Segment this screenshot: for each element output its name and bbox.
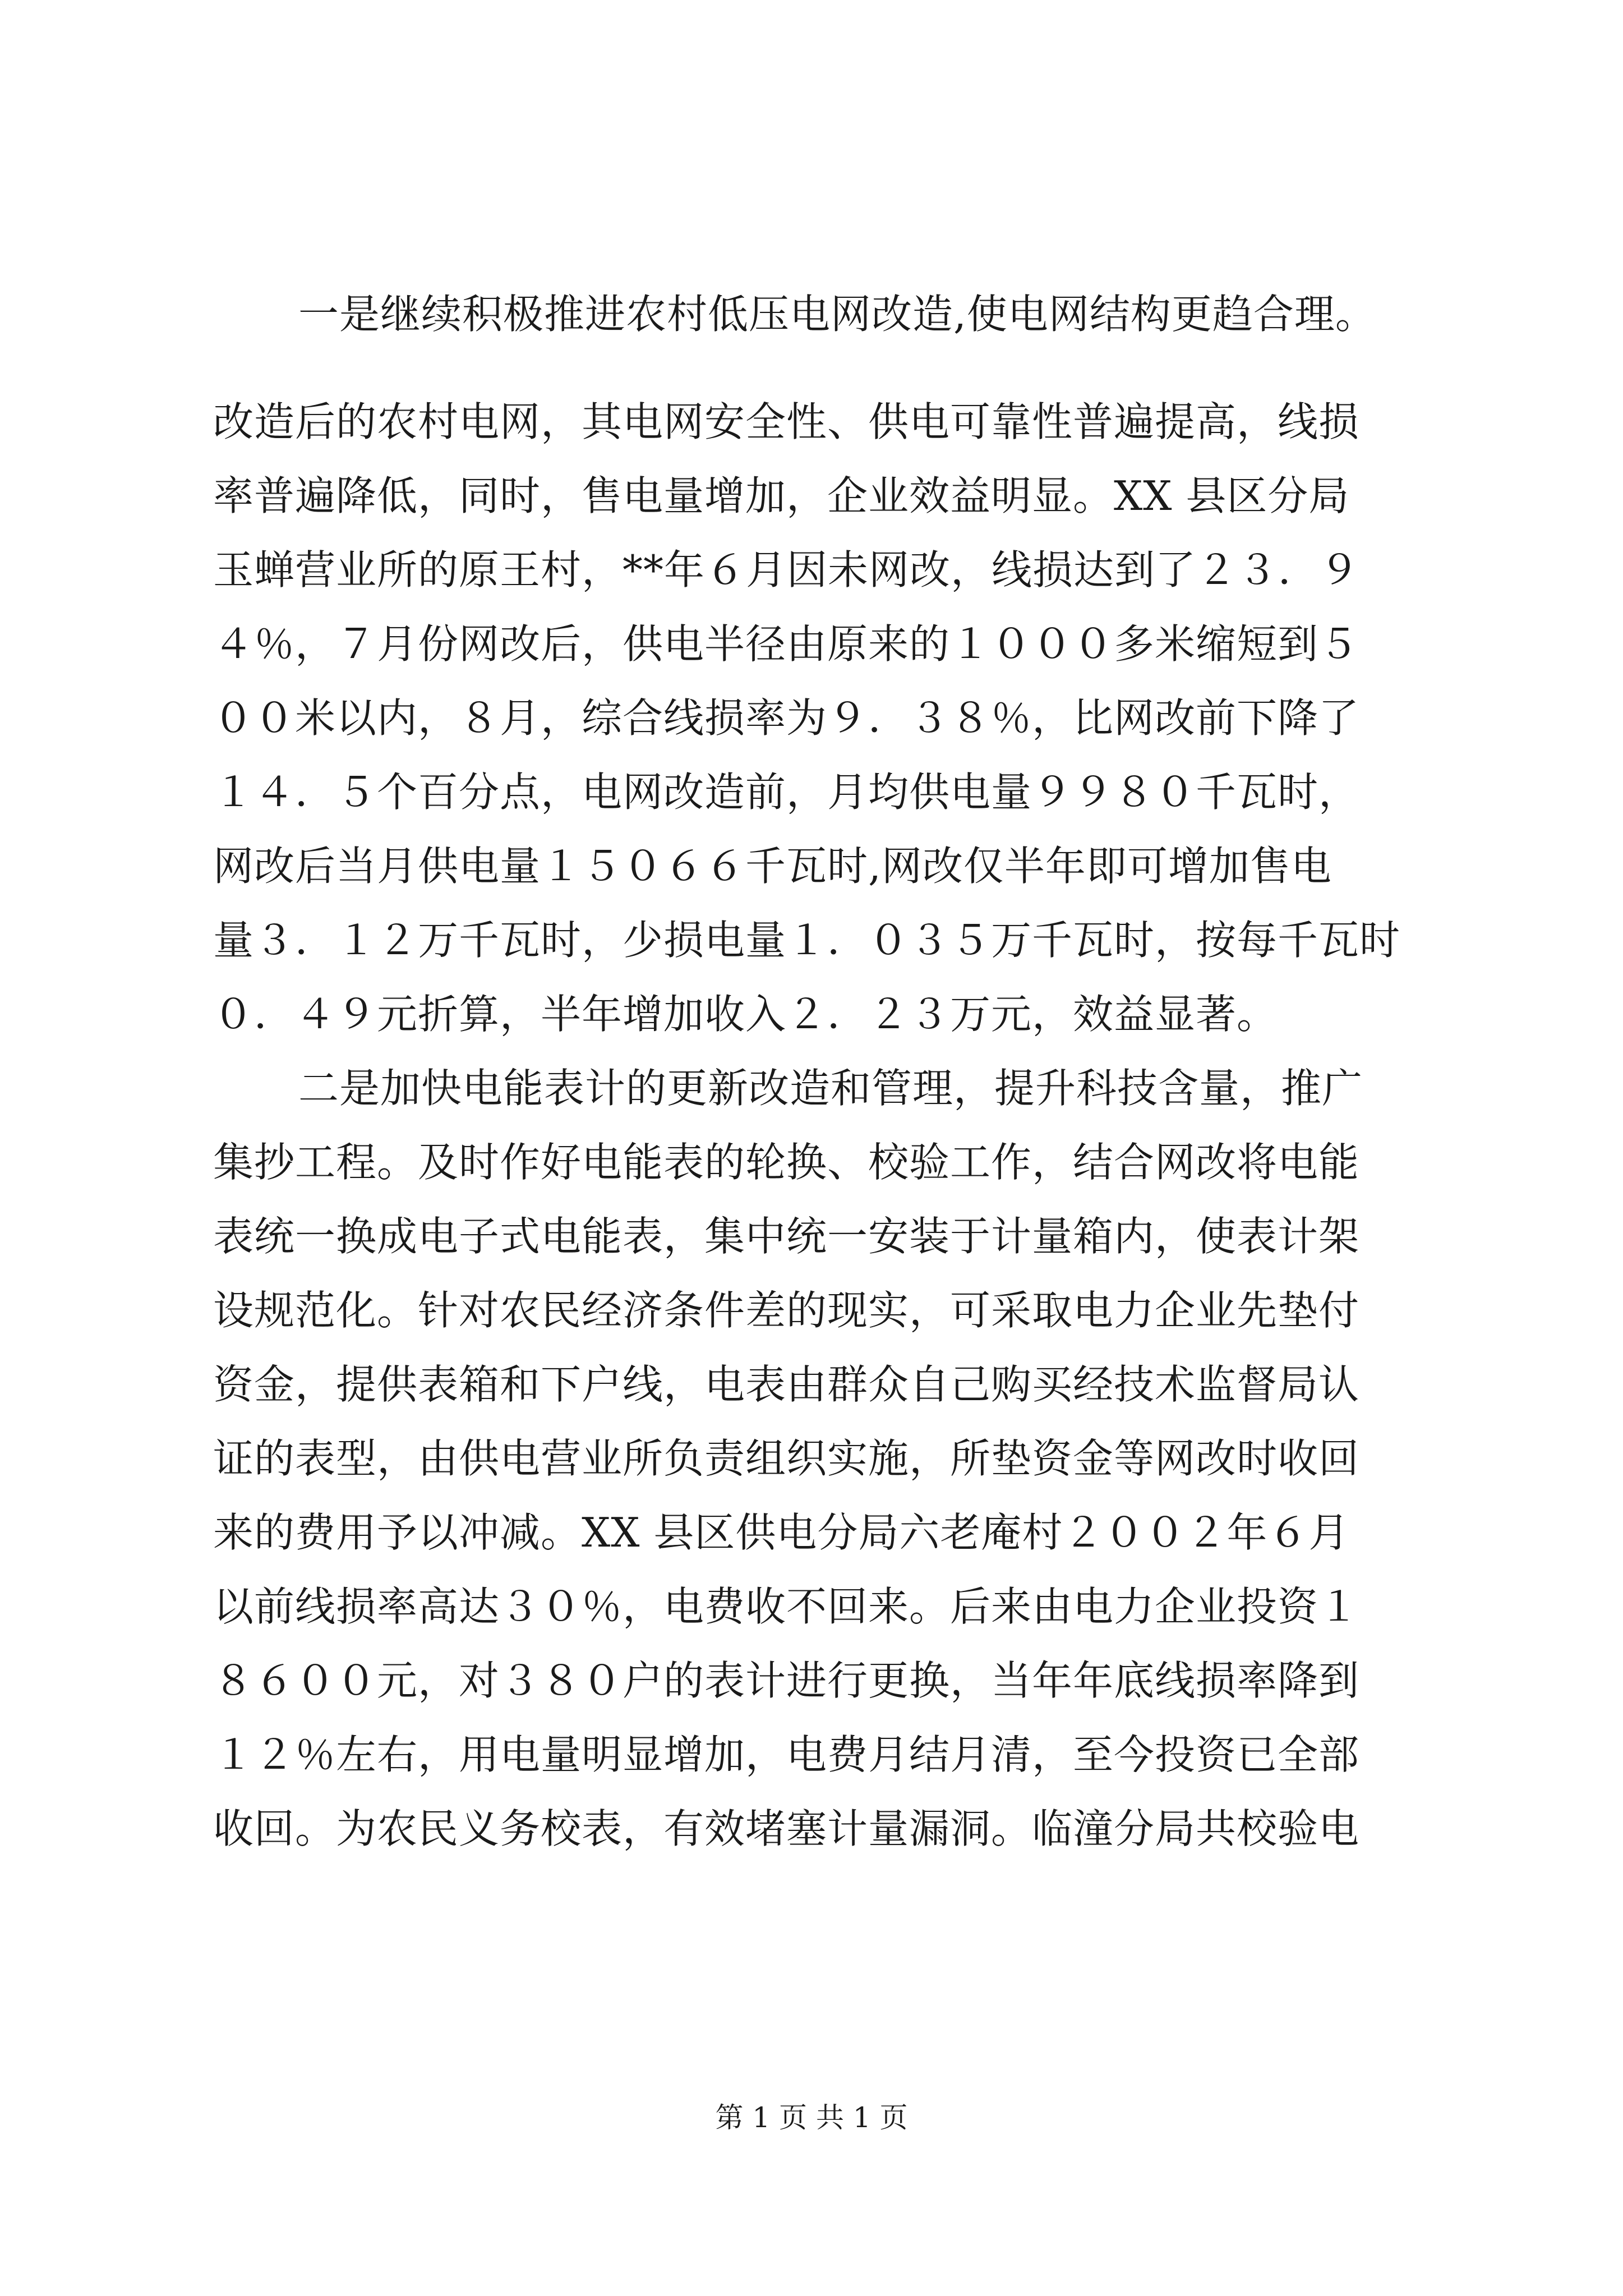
page-number-footer: 第 1 页 共 1 页 (715, 2101, 908, 2134)
paragraph-line: 资金，提供表箱和下户线，电表由群众自己购买经技术监督局认 (213, 1361, 1360, 1408)
paragraph-line: 率普遍降低，同时，售电量增加，企业效益明显。XX 县区分局 (213, 472, 1350, 519)
paragraph-line: 量３．１２万千瓦时，少损电量１．０３５万千瓦时，按每千瓦时 (213, 917, 1401, 964)
paragraph-line: 改造后的农村电网，其电网安全性、供电可靠性普遍提高，线损 (213, 398, 1360, 445)
paragraph-line: １４．５个百分点，电网改造前，月均供电量９９８０千瓦时， (213, 769, 1360, 816)
paragraph-line: ００米以内，８月，综合线损率为９．３８％，比网改前下降了 (213, 694, 1360, 742)
paragraph-line: 以前线损率高达３０％，电费收不回来。后来由电力企业投资１ (213, 1583, 1360, 1630)
paragraph-line: 二是加快电能表计的更新改造和管理，提升科技含量，推广 (298, 1065, 1363, 1112)
paragraph-line: 表统一换成电子式电能表，集中统一安装于计量箱内，使表计架 (213, 1213, 1360, 1260)
paragraph-line: ４％，７月份网改后，供电半径由原来的１０００多米缩短到５ (213, 620, 1360, 668)
paragraph-line: 来的费用予以冲减。XX 县区供电分局六老庵村２００２年６月 (213, 1509, 1350, 1556)
paragraph-line: 集抄工程。及时作好电能表的轮换、校验工作，结合网改将电能 (213, 1139, 1360, 1186)
paragraph-line: 网改后当月供电量１５０６６千瓦时,网改仅半年即可增加售电 (213, 843, 1332, 890)
paragraph-line: ８６００元，对３８０户的表计进行更换，当年年底线损率降到 (213, 1657, 1360, 1704)
paragraph-line: ０．４９元折算，半年增加收入２．２３万元，效益显著。 (213, 991, 1278, 1038)
paragraph-line: 一是继续积极推进农村低压电网改造,使电网结构更趋合理。 (298, 291, 1376, 338)
paragraph-line: 设规范化。针对农民经济条件差的现实，可采取电力企业先垫付 (213, 1287, 1360, 1334)
paragraph-line: 证的表型，由供电营业所负责组织实施，所垫资金等网改时收回 (213, 1435, 1360, 1482)
paragraph-line: 玉蝉营业所的原王村，**年６月因未网改，线损达到了２３．９ (213, 546, 1361, 593)
paragraph-line: 收回。为农民义务校表，有效堵塞计量漏洞。临潼分局共校验电 (213, 1805, 1360, 1852)
paragraph-line: １２％左右，用电量明显增加，电费月结月清，至今投资已全部 (213, 1731, 1360, 1778)
